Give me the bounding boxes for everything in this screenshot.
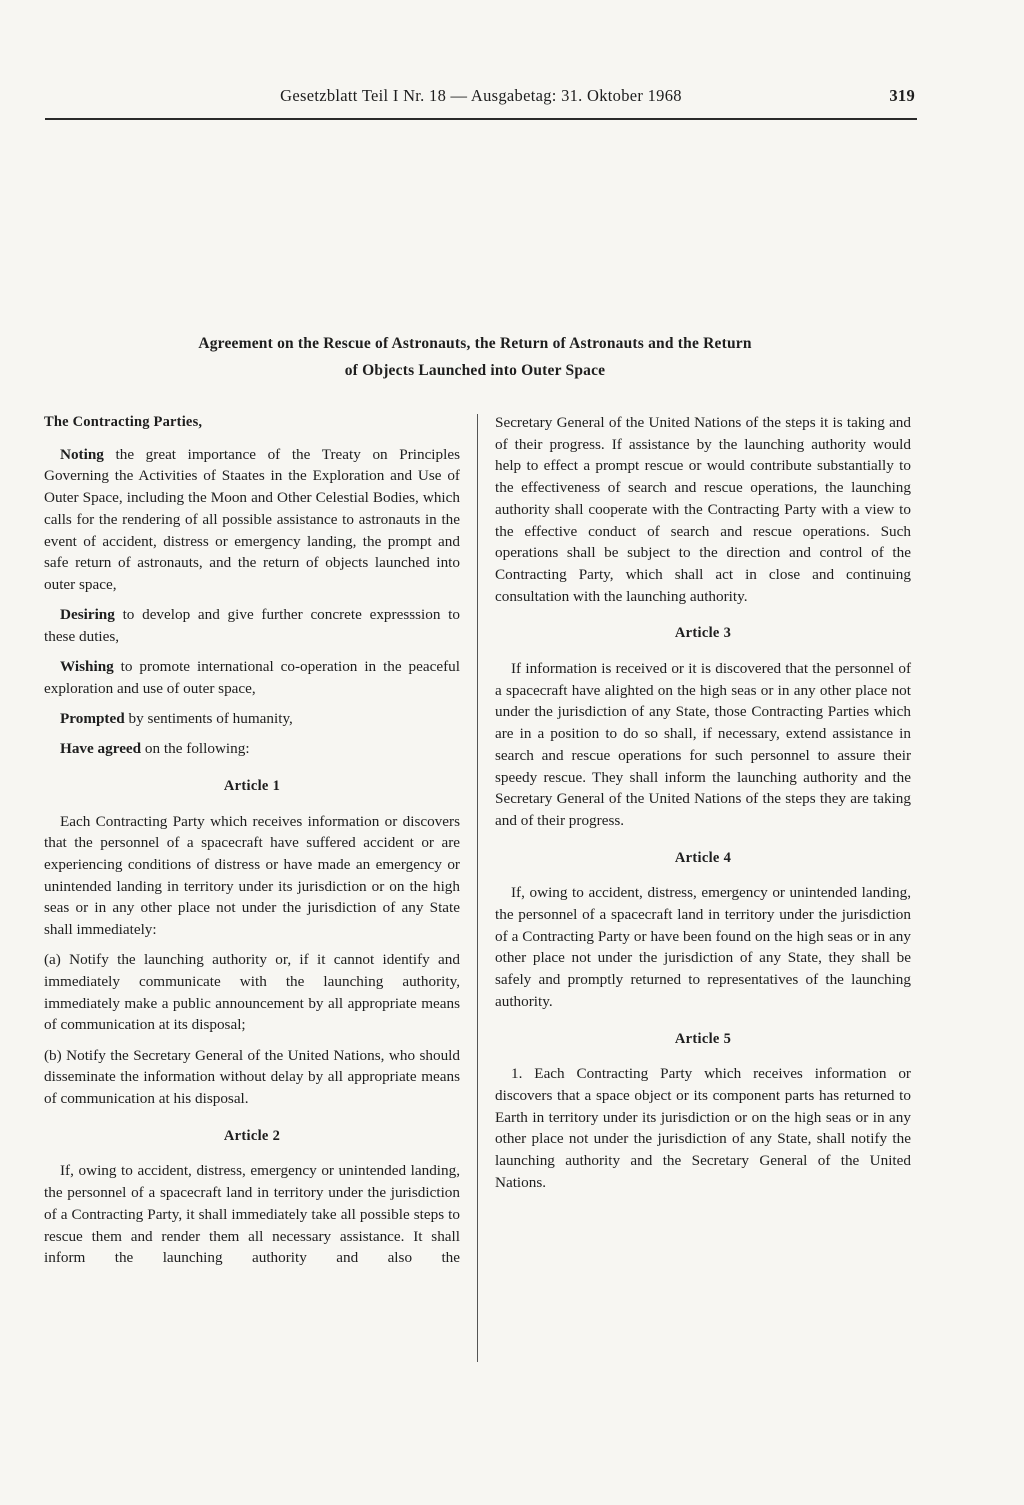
noting-lead: Noting bbox=[60, 445, 104, 463]
article-2-heading: Article 2 bbox=[223, 1127, 281, 1144]
article-5-heading: Article 5 bbox=[674, 1030, 732, 1047]
header-title: Gesetzblatt Teil I Nr. 18 — Ausgabetag: 31. Oktober 1968 bbox=[280, 86, 682, 105]
left-column bbox=[44, 412, 460, 1277]
preamble-noting bbox=[44, 444, 460, 596]
article-4-heading: Article 4 bbox=[674, 849, 732, 866]
page-number: 319 bbox=[889, 86, 915, 105]
preamble-desiring bbox=[44, 604, 460, 647]
article-1-item-b: (b) Notify the Secretary General of the United Nations, who should disseminate the information without delay by all appropriate means of communication at his disposal. bbox=[44, 1046, 460, 1107]
preamble-agreed bbox=[44, 738, 460, 760]
article-4-paragraph: If, owing to accident, distress, emergency or unintended landing, the personnel of a spacecraft land in territory under the jurisdiction of a Contracting Party or have been found on the high seas or in any other place not under the jurisdiction of any State, they shall be safely and promptly returned to representatives of the launching authority. bbox=[495, 884, 911, 1010]
preamble-prompted bbox=[44, 708, 460, 730]
noting-text: the great importance of the Treaty on Principles Governing the Activities of Staates in the Exploration and Use of Outer Space, including the Moon and Other Celestial Bodies, which calls for the rendering of all possible assistance to astronauts in the event of accident, distress or emergency landing, the prompt and safe return of astronauts, and the return of objects launched into outer space, bbox=[44, 445, 460, 593]
header-rule bbox=[45, 118, 917, 120]
prompted-text: by sentiments of humanity, bbox=[124, 709, 293, 727]
article-2-paragraph-part-1: If, owing to accident, distress, emergency or unintended landing, the personnel of a spacecraft land in territory under the jurisdiction of a Contracting Party, it shall immediately take all possible steps to rescue them and render them all necessary assistance. It shall inform the launching authority and also the bbox=[44, 1162, 460, 1267]
document-title-line-1: Agreement on the Rescue of Astronauts, the Return of Astronauts and the Return bbox=[198, 335, 752, 352]
article-1-paragraph: Each Contracting Party which receives information or discovers that the personnel of a spacecraft have suffered accident or are experiencing conditions of distress or have made an emergency or unintended landing in territory under its jurisdiction or on the high seas or in any other place not under the jurisdiction of any State shall immediately: bbox=[44, 812, 460, 939]
agreed-text: on the following: bbox=[141, 740, 250, 758]
wishing-lead: Wishing bbox=[60, 658, 114, 676]
desiring-lead: Desiring bbox=[60, 606, 115, 624]
article-3-heading: Article 3 bbox=[674, 625, 732, 642]
desiring-text: to develop and give further concrete expresssion to these duties, bbox=[44, 606, 460, 645]
wishing-text: to promote international co-operation in the peaceful exploration and use of outer space, bbox=[44, 658, 460, 697]
preamble-wishing bbox=[44, 656, 460, 699]
running-header bbox=[45, 86, 917, 110]
contracting-parties-heading: The Contracting Parties, bbox=[44, 414, 203, 430]
article-3-paragraph: If information is received or it is discovered that the personnel of a spacecraft have alighted on the high seas or in any other place not under the jurisdiction of any State, those Contracting Parties which are in a position to do so shall, if necessary, extend assistance in search and rescue operations for such personnel to assure their speedy rescue. They shall inform the launching authority and the Secretary General of the United Nations of the steps they are taking and of their progress. bbox=[495, 660, 911, 829]
agreed-lead: Have agreed bbox=[60, 740, 142, 758]
article-1-item-a: (a) Notify the launching authority or, if it cannot identify and immediately communicate with the launching authority, immediately make a public announcement by all appropriate means of communication at its disposal; bbox=[44, 951, 460, 1034]
document-title-line-2: of Objects Launched into Outer Space bbox=[344, 362, 606, 379]
right-column bbox=[495, 412, 911, 1202]
article-1-heading: Article 1 bbox=[223, 777, 281, 794]
column-divider bbox=[477, 414, 478, 1362]
prompted-lead: Prompted bbox=[60, 709, 125, 727]
article-5-paragraph: 1. Each Contracting Party which receives information or discovers that a space object or its component parts has returned to Earth in territory under its jurisdiction or on the high seas or in any other place not under the jurisdiction of any State, shall notify the launching authority and the Secretary General of the United Nations. bbox=[495, 1065, 911, 1191]
article-2-paragraph-part-2: Secretary General of the United Nations of the steps it is taking and of their progress. If assistance by the launching authority would help to effect a prompt rescue or would contribute substantially to the effectiveness of search and rescue operations, the launching authority shall cooperate with the Contracting Party with a view to the effective conduct of search and rescue operations. Such operations shall be subject to the direction and control of the Contracting Party, which shall act in close and continuing consultation with the launching authority. bbox=[495, 414, 911, 605]
